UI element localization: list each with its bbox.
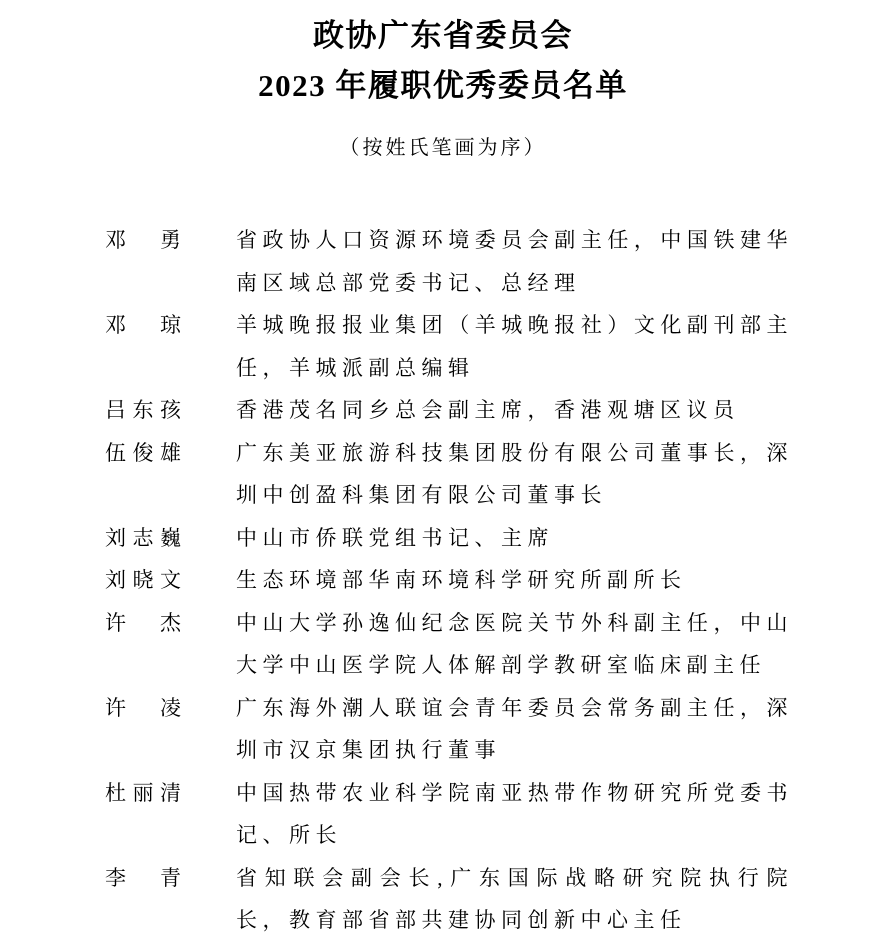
member-description: 省知联会副会长,广东国际战略研究院执行院长，教育部省部共建协同创新中心主任: [236, 865, 793, 932]
member-row: [105, 687, 886, 772]
member-name: 邓 勇: [105, 228, 181, 252]
member-description: 香港茂名同乡总会副主席，香港观塘区议员: [236, 398, 740, 422]
member-row: [105, 219, 886, 304]
document-subtitle: （按姓氏笔画为序）: [339, 137, 547, 159]
member-name: 刘晓文: [105, 568, 181, 592]
member-name: 杜丽清: [105, 780, 181, 805]
member-name: 许 凌: [105, 695, 181, 720]
member-row: [105, 602, 886, 687]
member-description: 羊城晚报报业集团（羊城晚报社）文化副刊部主任，羊城派副总编辑: [236, 313, 793, 380]
document-title-line1: 政协广东省委员会: [313, 18, 573, 53]
member-description: 生态环境部华南环境科学研究所副所长: [236, 568, 687, 592]
member-row: [105, 389, 886, 432]
member-row: [105, 304, 886, 389]
member-name: 刘志巍: [105, 525, 181, 550]
member-row: [105, 559, 886, 602]
member-name: 伍俊雄: [105, 440, 181, 465]
member-description: 广东美亚旅游科技集团股份有限公司董事长，深圳中创盈科集团有限公司董事长: [236, 440, 793, 507]
member-name: 邓 琼: [105, 313, 181, 337]
member-name: 许 杰: [105, 610, 181, 635]
member-description: 中国热带农业科学院南亚热带作物研究所党委书记、所长: [236, 780, 793, 847]
member-list: [105, 219, 886, 942]
member-description: 省政协人口资源环境委员会副主任，中国铁建华南区域总部党委书记、总经理: [236, 228, 793, 295]
member-name: 吕东孩: [105, 398, 181, 422]
member-row: [105, 857, 886, 942]
member-row: [105, 432, 886, 517]
member-description: 广东海外潮人联谊会青年委员会常务副主任，深圳市汉京集团执行董事: [236, 695, 793, 762]
member-name: 李 青: [105, 865, 181, 890]
member-row: [105, 517, 886, 560]
document-title-line2: 2023 年履职优秀委员名单: [258, 68, 628, 103]
member-description: 中山市侨联党组书记、主席: [236, 525, 554, 550]
member-row: [105, 772, 886, 857]
member-description: 中山大学孙逸仙纪念医院关节外科副主任，中山大学中山医学院人体解剖学教研室临床副主任: [236, 610, 793, 677]
